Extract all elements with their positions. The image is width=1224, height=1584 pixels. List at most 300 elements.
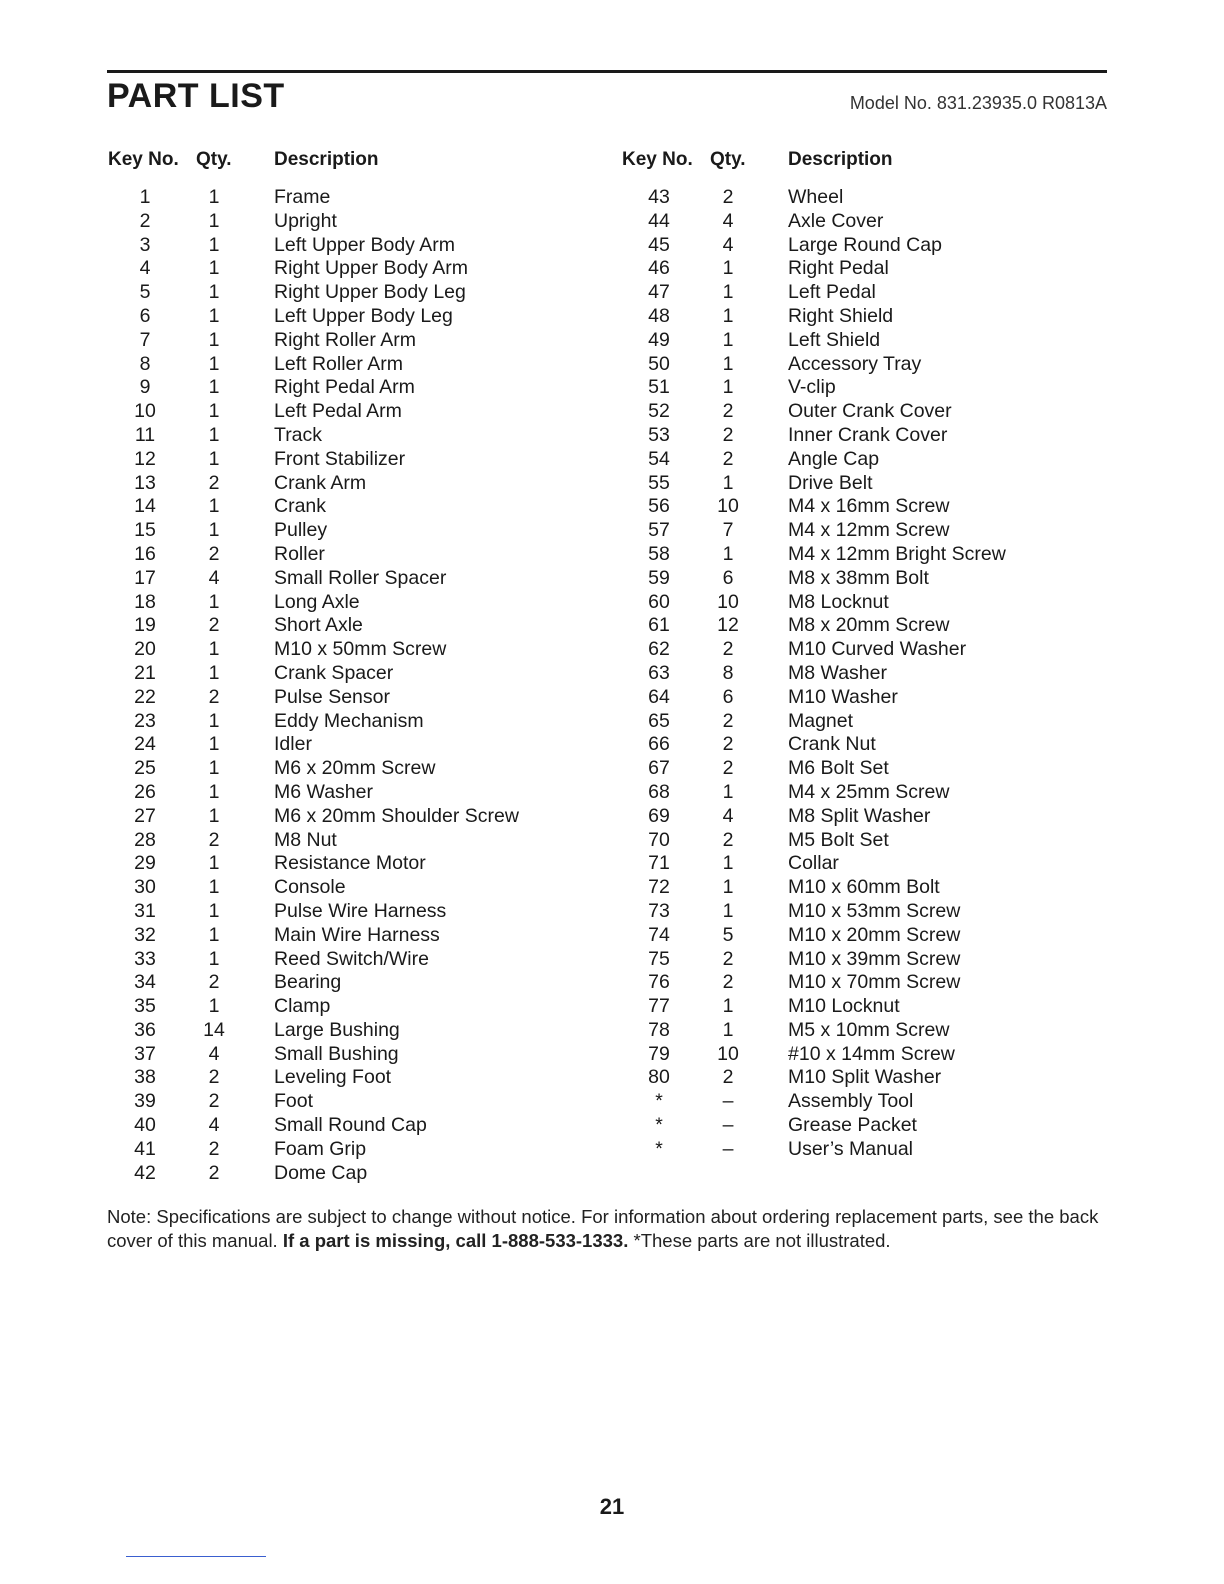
key-no: 34 [134, 971, 156, 994]
qty: 2 [722, 447, 734, 470]
description: Right Shield [788, 304, 894, 327]
key-no: 21 [134, 661, 156, 684]
table-row [0, 353, 1224, 377]
key-no: 44 [648, 209, 670, 232]
qty: 1 [722, 852, 734, 875]
description: Crank Spacer [274, 661, 394, 684]
key-no: 13 [134, 471, 156, 494]
description: Leveling Foot [274, 1066, 392, 1089]
qty: 2 [208, 828, 220, 851]
description: Right Pedal Arm [274, 376, 415, 399]
key-no: 1 [139, 186, 151, 208]
table-row [0, 614, 1224, 638]
qty: 2 [722, 709, 734, 732]
description: Left Pedal [788, 281, 876, 304]
key-no: 51 [648, 376, 670, 399]
key-no: 41 [134, 1137, 156, 1160]
table-row [0, 257, 1224, 281]
key-no: 35 [134, 995, 156, 1018]
qty: 1 [722, 281, 734, 304]
qty: 1 [208, 876, 220, 899]
left-key-header: Key No. [108, 149, 179, 170]
description: Clamp [274, 995, 331, 1018]
description: M10 x 53mm Screw [788, 899, 961, 922]
key-no: 53 [648, 423, 670, 446]
description: M10 x 20mm Screw [788, 923, 961, 946]
description: Axle Cover [788, 209, 884, 232]
description: Magnet [788, 709, 854, 732]
qty: 1 [208, 661, 220, 684]
description: M6 Bolt Set [788, 757, 889, 780]
note-text-start: Note: Specifications are subject to change without notice. For information about ordering replacement parts, see the back cover of this manual. [107, 1206, 1099, 1251]
qty: 2 [722, 733, 734, 756]
description: Foam Grip [274, 1137, 367, 1160]
qty: 2 [722, 757, 734, 780]
qty: 1 [208, 709, 220, 732]
description: Large Bushing [274, 1018, 400, 1041]
description: Dome Cap [274, 1161, 368, 1184]
description: M4 x 12mm Screw [788, 519, 950, 542]
key-no: 50 [648, 352, 670, 375]
note-text-end: *These parts are not illustrated. [628, 1230, 891, 1251]
key-no: 55 [648, 471, 670, 494]
table-row [0, 591, 1224, 615]
qty: 6 [722, 685, 734, 708]
qty: 1 [208, 733, 220, 756]
key-no: 72 [648, 876, 670, 899]
description: Foot [274, 1090, 314, 1113]
description: M8 Split Washer [788, 804, 931, 827]
qty: 1 [208, 304, 220, 327]
qty: 6 [722, 566, 734, 589]
key-no: 60 [648, 590, 670, 613]
table-row [0, 376, 1224, 400]
note [107, 1205, 1117, 1253]
key-no: 28 [134, 828, 156, 851]
key-no: 63 [648, 661, 670, 684]
description: Upright [274, 209, 337, 232]
key-no: 64 [648, 685, 670, 708]
qty: 1 [722, 304, 734, 327]
header-rule [107, 70, 1107, 73]
description: Roller [274, 542, 325, 565]
qty: 1 [208, 947, 220, 970]
qty: 2 [208, 1066, 220, 1089]
description: Short Axle [274, 614, 363, 637]
page-number: 21 [599, 1494, 625, 1519]
description: Reed Switch/Wire [274, 947, 429, 970]
description: M6 x 20mm Screw [274, 757, 436, 780]
table-row [0, 305, 1224, 329]
qty: 14 [203, 1018, 225, 1041]
table-row [0, 995, 1224, 1019]
key-no: 2 [139, 209, 151, 232]
description: #10 x 14mm Screw [788, 1042, 955, 1065]
description: Collar [788, 852, 839, 875]
key-no: * [655, 1090, 663, 1113]
description: Left Upper Body Leg [274, 304, 453, 327]
description: M4 x 12mm Bright Screw [788, 542, 1006, 565]
qty: 4 [208, 566, 220, 589]
qty: 4 [722, 804, 734, 827]
description: M4 x 25mm Screw [788, 780, 950, 803]
key-no: 29 [134, 852, 156, 875]
qty: 10 [717, 1042, 739, 1065]
key-no: 75 [648, 947, 670, 970]
key-no: 45 [648, 233, 670, 256]
qty: 1 [208, 519, 220, 542]
key-no: 5 [139, 281, 151, 304]
description: Left Shield [788, 328, 881, 351]
key-no: 9 [139, 376, 151, 399]
qty: 1 [208, 590, 220, 613]
description: Left Upper Body Arm [274, 233, 456, 256]
description: Right Roller Arm [274, 328, 416, 351]
qty: 1 [722, 257, 734, 280]
table-row [0, 638, 1224, 662]
key-no: 54 [648, 447, 670, 470]
table-row [0, 495, 1224, 519]
qty: 1 [208, 899, 220, 922]
qty: 1 [722, 876, 734, 899]
qty: 1 [208, 209, 220, 232]
description: M10 Locknut [788, 995, 900, 1018]
key-no: 32 [134, 923, 156, 946]
right-desc-header: Description [788, 149, 893, 170]
key-no: 7 [139, 328, 151, 351]
description: M5 Bolt Set [788, 828, 889, 851]
key-no: 40 [134, 1114, 156, 1137]
key-no: 56 [648, 495, 670, 518]
key-no: 12 [134, 447, 156, 470]
qty: 1 [722, 471, 734, 494]
description: Bearing [274, 971, 342, 994]
description: Right Pedal [788, 257, 889, 280]
qty: 2 [722, 1066, 734, 1089]
qty: – [722, 1114, 734, 1137]
description: Front Stabilizer [274, 447, 406, 470]
table-row [0, 852, 1224, 876]
footer-line [126, 1556, 266, 1557]
qty: 1 [208, 852, 220, 875]
qty: 1 [208, 757, 220, 780]
table-row [0, 1162, 600, 1186]
description: Console [274, 876, 346, 899]
description: Wheel [788, 186, 844, 208]
description: M10 x 39mm Screw [788, 947, 961, 970]
key-no: 6 [139, 304, 151, 327]
qty: 2 [722, 971, 734, 994]
table-row [0, 924, 1224, 948]
qty: 1 [208, 400, 220, 423]
key-no: 80 [648, 1066, 670, 1089]
table-row [0, 781, 1224, 805]
qty: 1 [208, 233, 220, 256]
qty: 2 [208, 1137, 220, 1160]
key-no: 65 [648, 709, 670, 732]
description: Right Upper Body Leg [274, 281, 466, 304]
key-no: 74 [648, 923, 670, 946]
key-no: 19 [134, 614, 156, 637]
table-row [0, 876, 1224, 900]
table-row [0, 472, 1224, 496]
qty: 2 [722, 400, 734, 423]
table-row [0, 1043, 1224, 1067]
qty: 12 [717, 614, 739, 637]
key-no: 52 [648, 400, 670, 423]
qty: 2 [722, 423, 734, 446]
description: Resistance Motor [274, 852, 426, 875]
key-no: 70 [648, 828, 670, 851]
qty: 1 [208, 995, 220, 1018]
left-qty-header: Qty. [196, 149, 232, 170]
key-no: 59 [648, 566, 670, 589]
qty: 4 [722, 233, 734, 256]
description: Drive Belt [788, 471, 873, 494]
description: M8 x 38mm Bolt [788, 566, 929, 589]
description: M10 Split Washer [788, 1066, 942, 1089]
key-no: 77 [648, 995, 670, 1018]
table-row [0, 1019, 1224, 1043]
key-no: 61 [648, 614, 670, 637]
key-no: 69 [648, 804, 670, 827]
description: Angle Cap [788, 447, 880, 470]
qty: 2 [208, 614, 220, 637]
right-key-header: Key No. [622, 149, 693, 170]
table-row [0, 948, 1224, 972]
key-no: 67 [648, 757, 670, 780]
description: Idler [274, 733, 312, 756]
description: Frame [274, 186, 331, 208]
key-no: 38 [134, 1066, 156, 1089]
qty: 1 [208, 638, 220, 661]
description: M8 Nut [274, 828, 337, 851]
description: Assembly Tool [788, 1090, 914, 1113]
qty: 1 [722, 376, 734, 399]
description: Small Round Cap [274, 1114, 427, 1137]
key-no: 30 [134, 876, 156, 899]
table-row [0, 829, 1224, 853]
description: M10 Washer [788, 685, 898, 708]
key-no: 25 [134, 757, 156, 780]
table-row [0, 448, 1224, 472]
key-no: 47 [648, 281, 670, 304]
key-no: 17 [134, 566, 156, 589]
key-no: 48 [648, 304, 670, 327]
qty: 2 [722, 828, 734, 851]
qty: 2 [208, 1090, 220, 1113]
description: M8 Locknut [788, 590, 889, 613]
key-no: 42 [134, 1161, 156, 1184]
table-row [0, 234, 1224, 258]
qty: 1 [208, 328, 220, 351]
description: Outer Crank Cover [788, 400, 952, 423]
key-no: 66 [648, 733, 670, 756]
key-no: 46 [648, 257, 670, 280]
qty: 1 [208, 376, 220, 399]
key-no: 8 [139, 352, 151, 375]
key-no: 73 [648, 899, 670, 922]
description: Crank Nut [788, 733, 876, 756]
description: M8 x 20mm Screw [788, 614, 950, 637]
qty: 1 [208, 804, 220, 827]
qty: 2 [208, 685, 220, 708]
qty: 1 [208, 495, 220, 518]
key-no: 26 [134, 780, 156, 803]
key-no: 4 [139, 257, 151, 280]
key-no: 23 [134, 709, 156, 732]
table-row [0, 519, 1224, 543]
qty: 1 [722, 899, 734, 922]
description: M6 x 20mm Shoulder Screw [274, 804, 519, 827]
qty: 1 [208, 780, 220, 803]
note-missing-part: If a part is missing, call 1-888-533-1333. [282, 1230, 629, 1251]
key-no: 16 [134, 542, 156, 565]
qty: 2 [722, 186, 734, 208]
qty: 1 [208, 423, 220, 446]
description: Track [274, 423, 323, 446]
key-no: 79 [648, 1042, 670, 1065]
qty: 1 [208, 352, 220, 375]
key-no: 31 [134, 899, 156, 922]
left-desc-header: Description [274, 149, 379, 170]
description: M4 x 16mm Screw [788, 495, 950, 518]
qty: 5 [722, 923, 734, 946]
key-no: 3 [139, 233, 151, 256]
table-row [0, 567, 1224, 591]
key-no: 78 [648, 1018, 670, 1041]
qty: 1 [208, 257, 220, 280]
description: V-clip [788, 376, 836, 399]
table-row [0, 210, 1224, 234]
qty: 2 [208, 471, 220, 494]
qty: 1 [722, 352, 734, 375]
qty: 4 [722, 209, 734, 232]
qty: 1 [722, 542, 734, 565]
qty: 10 [717, 495, 739, 518]
description: Pulse Sensor [274, 685, 390, 708]
qty: 8 [722, 661, 734, 684]
qty: 1 [208, 447, 220, 470]
key-no: 18 [134, 590, 156, 613]
qty: 1 [722, 328, 734, 351]
qty: 1 [722, 780, 734, 803]
table-row [0, 686, 1224, 710]
key-no: 10 [134, 400, 156, 423]
key-no: 37 [134, 1042, 156, 1065]
key-no: 24 [134, 733, 156, 756]
qty: 2 [722, 638, 734, 661]
key-no: 36 [134, 1018, 156, 1041]
description: Pulley [274, 519, 328, 542]
description: M5 x 10mm Screw [788, 1018, 950, 1041]
key-no: * [655, 1137, 663, 1160]
qty: 4 [208, 1114, 220, 1137]
qty: 10 [717, 590, 739, 613]
model-number: Model No. 831.23935.0 R0813A [849, 93, 1107, 113]
key-no: 43 [648, 186, 670, 208]
description: Right Upper Body Arm [274, 257, 469, 280]
description: Accessory Tray [788, 352, 922, 375]
page-title: PART LIST [107, 77, 285, 115]
description: Small Bushing [274, 1042, 399, 1065]
qty: – [722, 1137, 734, 1160]
table-row [0, 329, 1224, 353]
description: Grease Packet [788, 1114, 917, 1137]
key-no: 58 [648, 542, 670, 565]
description: Left Roller Arm [274, 352, 403, 375]
qty: 1 [722, 995, 734, 1018]
description: M10 x 70mm Screw [788, 971, 961, 994]
table-row [0, 186, 1224, 210]
table-row [0, 1090, 1224, 1114]
table-row [0, 805, 1224, 829]
description: Left Pedal Arm [274, 400, 402, 423]
key-no: 39 [134, 1090, 156, 1113]
qty: 1 [208, 281, 220, 304]
description: Inner Crank Cover [788, 423, 948, 446]
key-no: 57 [648, 519, 670, 542]
description: Pulse Wire Harness [274, 899, 447, 922]
key-no: 62 [648, 638, 670, 661]
description: Large Round Cap [788, 233, 942, 256]
table-row [0, 400, 1224, 424]
key-no: 76 [648, 971, 670, 994]
key-no: 71 [648, 852, 670, 875]
table-row [0, 1138, 1224, 1162]
description: Long Axle [274, 590, 360, 613]
key-no: 20 [134, 638, 156, 661]
qty: – [722, 1090, 734, 1113]
description: Crank Arm [274, 471, 367, 494]
qty: 2 [722, 947, 734, 970]
description: Main Wire Harness [274, 923, 440, 946]
key-no: 11 [134, 423, 156, 446]
description: M10 x 50mm Screw [274, 638, 447, 661]
qty: 7 [722, 519, 734, 542]
right-qty-header: Qty. [710, 149, 746, 170]
key-no: 15 [134, 519, 156, 542]
table-row [0, 1114, 1224, 1138]
key-no: 33 [134, 947, 156, 970]
right-parts-table [0, 186, 1224, 1162]
table-row [0, 281, 1224, 305]
description: M8 Washer [788, 661, 887, 684]
qty: 2 [208, 971, 220, 994]
key-no: 22 [134, 685, 156, 708]
table-row [0, 733, 1224, 757]
description: Eddy Mechanism [274, 709, 424, 732]
qty: 1 [722, 1018, 734, 1041]
qty: 1 [208, 923, 220, 946]
table-row [0, 543, 1224, 567]
qty: 1 [208, 186, 220, 208]
description: M10 x 60mm Bolt [788, 876, 940, 899]
description: M6 Washer [274, 780, 373, 803]
table-row [0, 710, 1224, 734]
description: M10 Curved Washer [788, 638, 967, 661]
table-row [0, 662, 1224, 686]
qty: 2 [208, 542, 220, 565]
description: Small Roller Spacer [274, 566, 447, 589]
key-no: 14 [134, 495, 156, 518]
table-row [0, 900, 1224, 924]
qty: 2 [208, 1161, 220, 1184]
key-no: 68 [648, 780, 670, 803]
table-row [0, 1066, 1224, 1090]
qty: 4 [208, 1042, 220, 1065]
key-no: 27 [134, 804, 156, 827]
